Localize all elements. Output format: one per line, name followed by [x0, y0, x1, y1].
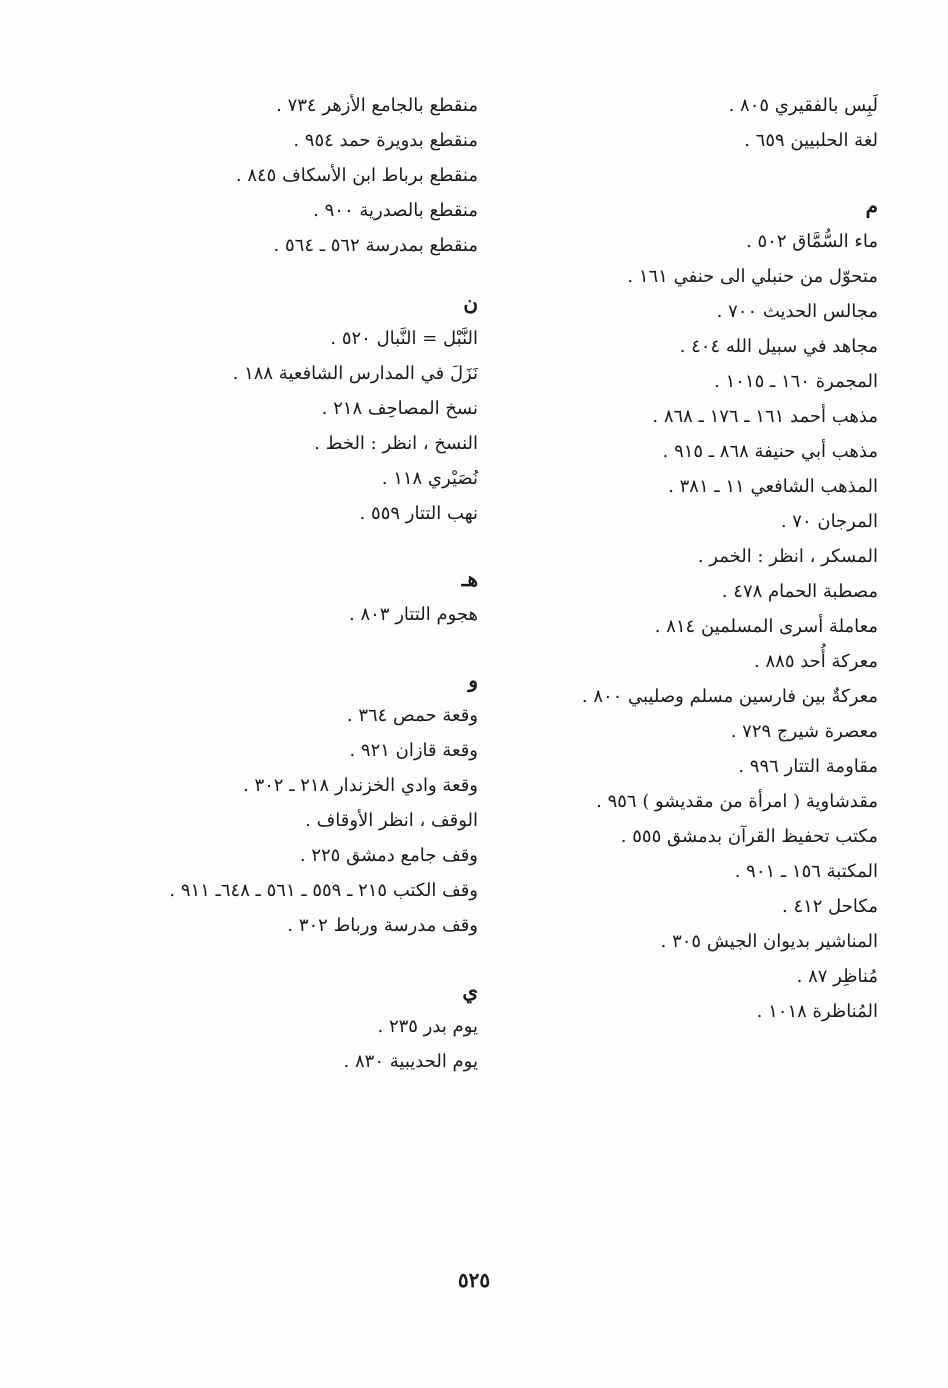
index-entry: مكاحل ٤١٢ . — [781, 896, 878, 917]
index-entry: معصرة شيرج ٧٢٩ . — [730, 721, 878, 742]
index-entry: منقطع بمدرسة ٥٦٢ ـ ٥٦٤ . — [273, 235, 478, 256]
index-entry: لغة الحلبيين ٦٥٩ . — [744, 130, 878, 151]
index-entry: مقدشاوية ( امرأة من مقديشو ) ٩٥٦ . — [596, 791, 878, 812]
index-entry: نسخ المصاحِف ٢١٨ . — [321, 398, 478, 419]
entry-group-waw — [108, 698, 478, 943]
index-entry: منقطع بالصدرية ٩٠٠ . — [313, 200, 478, 221]
index-entry: مذهب أبي حنيفة ٨٦٨ ـ ٩١٥ . — [662, 441, 878, 462]
index-entry: منقطع برباط ابن الأسكاف ٨٤٥ . — [235, 165, 478, 186]
index-entry: مذهب أحمد ١٦١ ـ ١٧٦ ـ ٨٦٨ . — [652, 406, 878, 427]
index-entry: ماء السُّمَّاق ٥٠٢ . — [746, 231, 878, 252]
index-entry: منقطع بدويرة حمد ٩٥٤ . — [293, 130, 478, 151]
index-entry: وقعة وادي الخزندار ٢١٨ ـ ٣٠٢ . — [243, 775, 478, 796]
index-entry: وقعة قازان ٩٢١ . — [349, 740, 478, 761]
index-entry: منقطع بالجامع الأزهر ٧٣٤ . — [276, 95, 478, 116]
index-entry: معركة أُحد ٨٨٥ . — [754, 651, 878, 672]
letter-heading-nun: ن — [463, 291, 478, 315]
index-column-left — [108, 88, 478, 1079]
entry-group-mim — [518, 224, 878, 1029]
index-entry: نَزَلَ في المدارس الشافعية ١٨٨ . — [232, 363, 478, 384]
index-entry: وقف جامع دمشق ٢٢٥ . — [299, 845, 478, 866]
index-entry: وقعة حمص ٣٦٤ . — [346, 705, 478, 726]
index-entry: المُناظرة ١٠١٨ . — [756, 1001, 878, 1022]
entry-group-nun — [108, 321, 478, 531]
spacer — [518, 158, 878, 188]
index-entry: هجوم التتار ٨٠٣ . — [349, 604, 478, 625]
letter-heading-waw: و — [468, 668, 478, 692]
spacer — [108, 632, 478, 662]
index-entry: مقاومة التتار ٩٩٦ . — [738, 756, 878, 777]
index-entry: مجاهد في سبيل الله ٤٠٤ . — [679, 336, 878, 357]
spacer — [108, 531, 478, 561]
index-entry: يوم بدر ٢٣٥ . — [377, 1016, 478, 1037]
entry-group-ya — [108, 1009, 478, 1079]
letter-heading-ha: هـ — [461, 567, 478, 591]
spacer — [108, 263, 478, 285]
index-entry: مجالس الحديث ٧٠٠ . — [716, 301, 878, 322]
index-entry: النَّبْل = النَّبال ٥٢٠ . — [330, 328, 478, 349]
index-entry: المكتبة ١٥٦ ـ ٩٠١ . — [734, 861, 878, 882]
entry-group-lam — [518, 88, 878, 158]
index-entry: مُناظِر ٨٧ . — [796, 966, 878, 987]
index-entry: النسخ ، انظر : الخط . — [314, 433, 478, 454]
index-entry: المسكر ، انظر : الخمر . — [697, 546, 878, 567]
entry-group-ha — [108, 597, 478, 632]
index-entry: نُصَيْري ١١٨ . — [381, 468, 478, 489]
entry-group-mim-continued — [108, 88, 478, 263]
index-entry: مصطبة الحمام ٤٧٨ . — [721, 581, 878, 602]
index-entry: المرجان ٧٠ . — [780, 511, 878, 532]
index-entry: معركةٌ بين فارسين مسلم وصليبي ٨٠٠ . — [581, 686, 878, 707]
letter-heading-ya: ي — [462, 979, 478, 1003]
index-entry: وقف مدرسة ورباط ٣٠٢ . — [287, 915, 478, 936]
index-entry: يوم الحديبية ٨٣٠ . — [343, 1051, 478, 1072]
index-entry: مكتب تحفيظ القرآن بدمشق ٥٥٥ . — [620, 826, 878, 847]
index-entry: لَبِس بالفقيري ٨٠٥ . — [728, 95, 878, 116]
index-entry: الوقف ، انظر الأوقاف . — [305, 810, 478, 831]
letter-heading-mim: م — [865, 194, 878, 218]
index-entry: معاملة أسرى المسلمين ٨١٤ . — [654, 616, 878, 637]
index-column-right — [518, 88, 878, 1029]
index-entry: وقف الكتب ٢١٥ ـ ٥٥٩ ـ ٥٦١ ـ ٦٤٨ـ ٩١١ . — [169, 880, 478, 901]
page-number: ٥٢٥ — [457, 1268, 491, 1292]
spacer — [108, 943, 478, 973]
index-entry: نهب التتار ٥٥٩ . — [359, 503, 478, 524]
index-entry: متحوّل من حنبلي الى حنفي ١٦١ . — [627, 266, 878, 287]
index-entry: المجمرة ١٦٠ ـ ١٠١٥ . — [714, 371, 878, 392]
index-entry: المناشير بديوان الجيش ٣٠٥ . — [660, 931, 878, 952]
index-entry: المذهب الشافعي ١١ ـ ٣٨١ . — [668, 476, 878, 497]
